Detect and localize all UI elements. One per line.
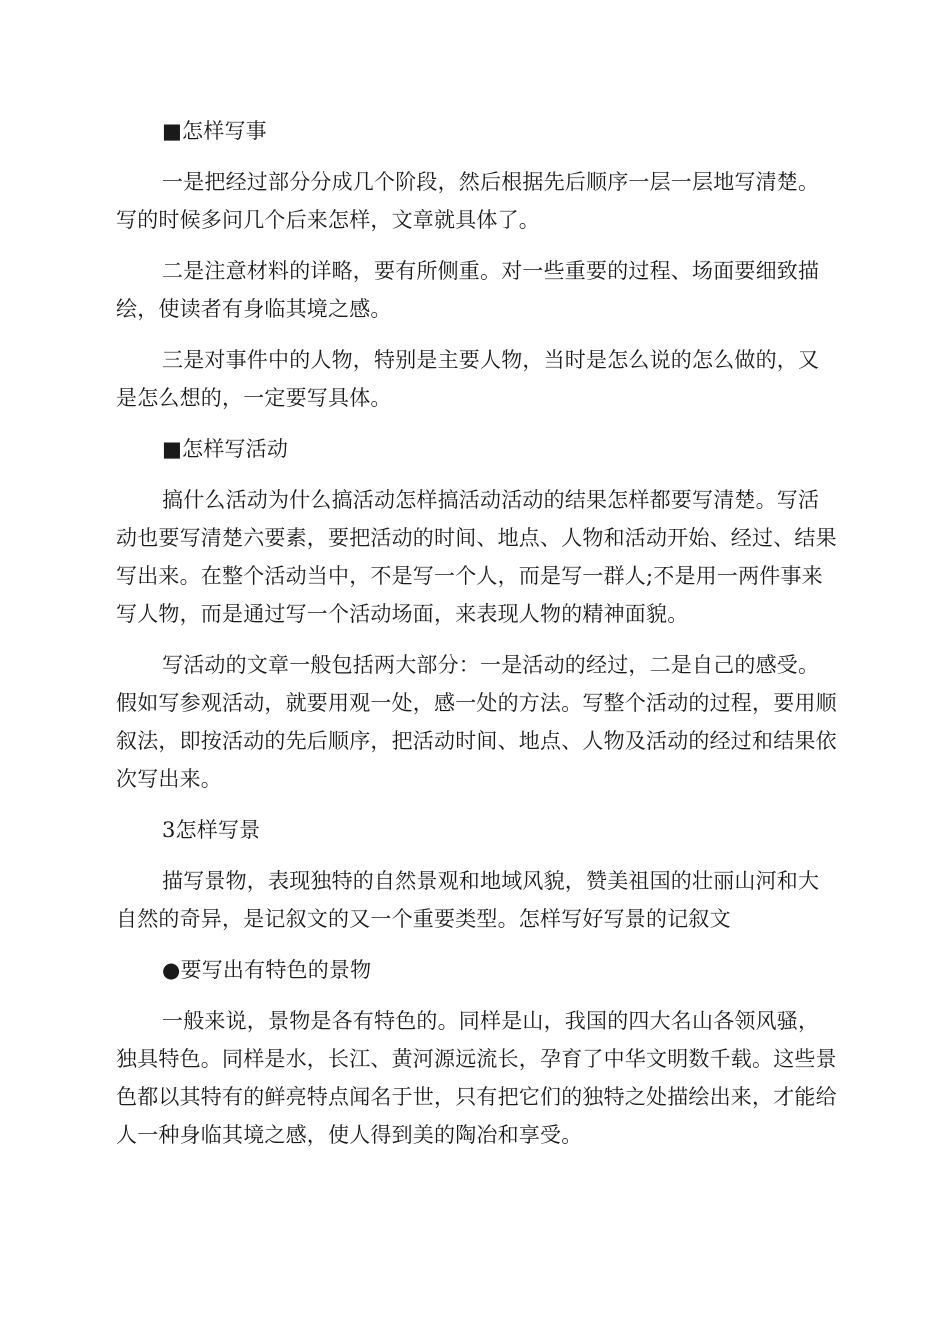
section-heading-write-events: ■怎样写事: [162, 119, 267, 143]
subheading-distinctive-scenery: ●要写出有特色的景物: [162, 958, 372, 982]
document-body: [116, 112, 838, 1167]
paragraph: 一般来说，景物是各有特色的。同样是山，我国的四大名山各领风骚，独具特色。同样是水，长江、黄河源远流长，孕育了中华文明数千载。这些景色都以其特有的鲜亮特点闻名于世，只有把它们的独特之处描绘出来，才能给人一种身临其境之感，使人得到美的陶冶和享受。: [116, 1009, 837, 1147]
paragraph: 写活动的文章一般包括两大部分：一是活动的经过，二是自己的感受。假如写参观活动，就要用观一处，感一处的方法。写整个活动的过程，要用顺叙法，即按活动的先后顺序，把活动时间、地点、人物及活动的经过和结果依次写出来。: [116, 653, 837, 791]
paragraph: 描写景物，表现独特的自然景观和地域风貌，赞美祖国的壮丽山河和大自然的奇异，是记叙文的又一个重要类型。怎样写好写景的记叙文: [116, 869, 820, 931]
paragraph: 搞什么活动为什么搞活动怎样搞活动活动的结果怎样都要写清楚。写活动也要写清楚六要素，要把活动的时间、地点、人物和活动开始、经过、结果写出来。在整个活动当中，不是写一个人，而是写一群人;不是用一两件事来写人物，而是通过写一个活动场面，来表现人物的精神面貌。: [116, 488, 837, 626]
paragraph: 二是注意材料的详略，要有所侧重。对一些重要的过程、场面要细致描绘，使读者有身临其境之感。: [116, 259, 820, 321]
paragraph: 一是把经过部分分成几个阶段，然后根据先后顺序一层一层地写清楚。写的时候多问几个后来怎样，文章就具体了。: [116, 170, 820, 232]
section-heading-write-activities: ■怎样写活动: [162, 437, 289, 461]
paragraph: 三是对事件中的人物，特别是主要人物，当时是怎么说的怎么做的，又是怎么想的，一定要写具体。: [116, 348, 820, 410]
section-heading-write-scenery: 3怎样写景: [162, 818, 261, 842]
